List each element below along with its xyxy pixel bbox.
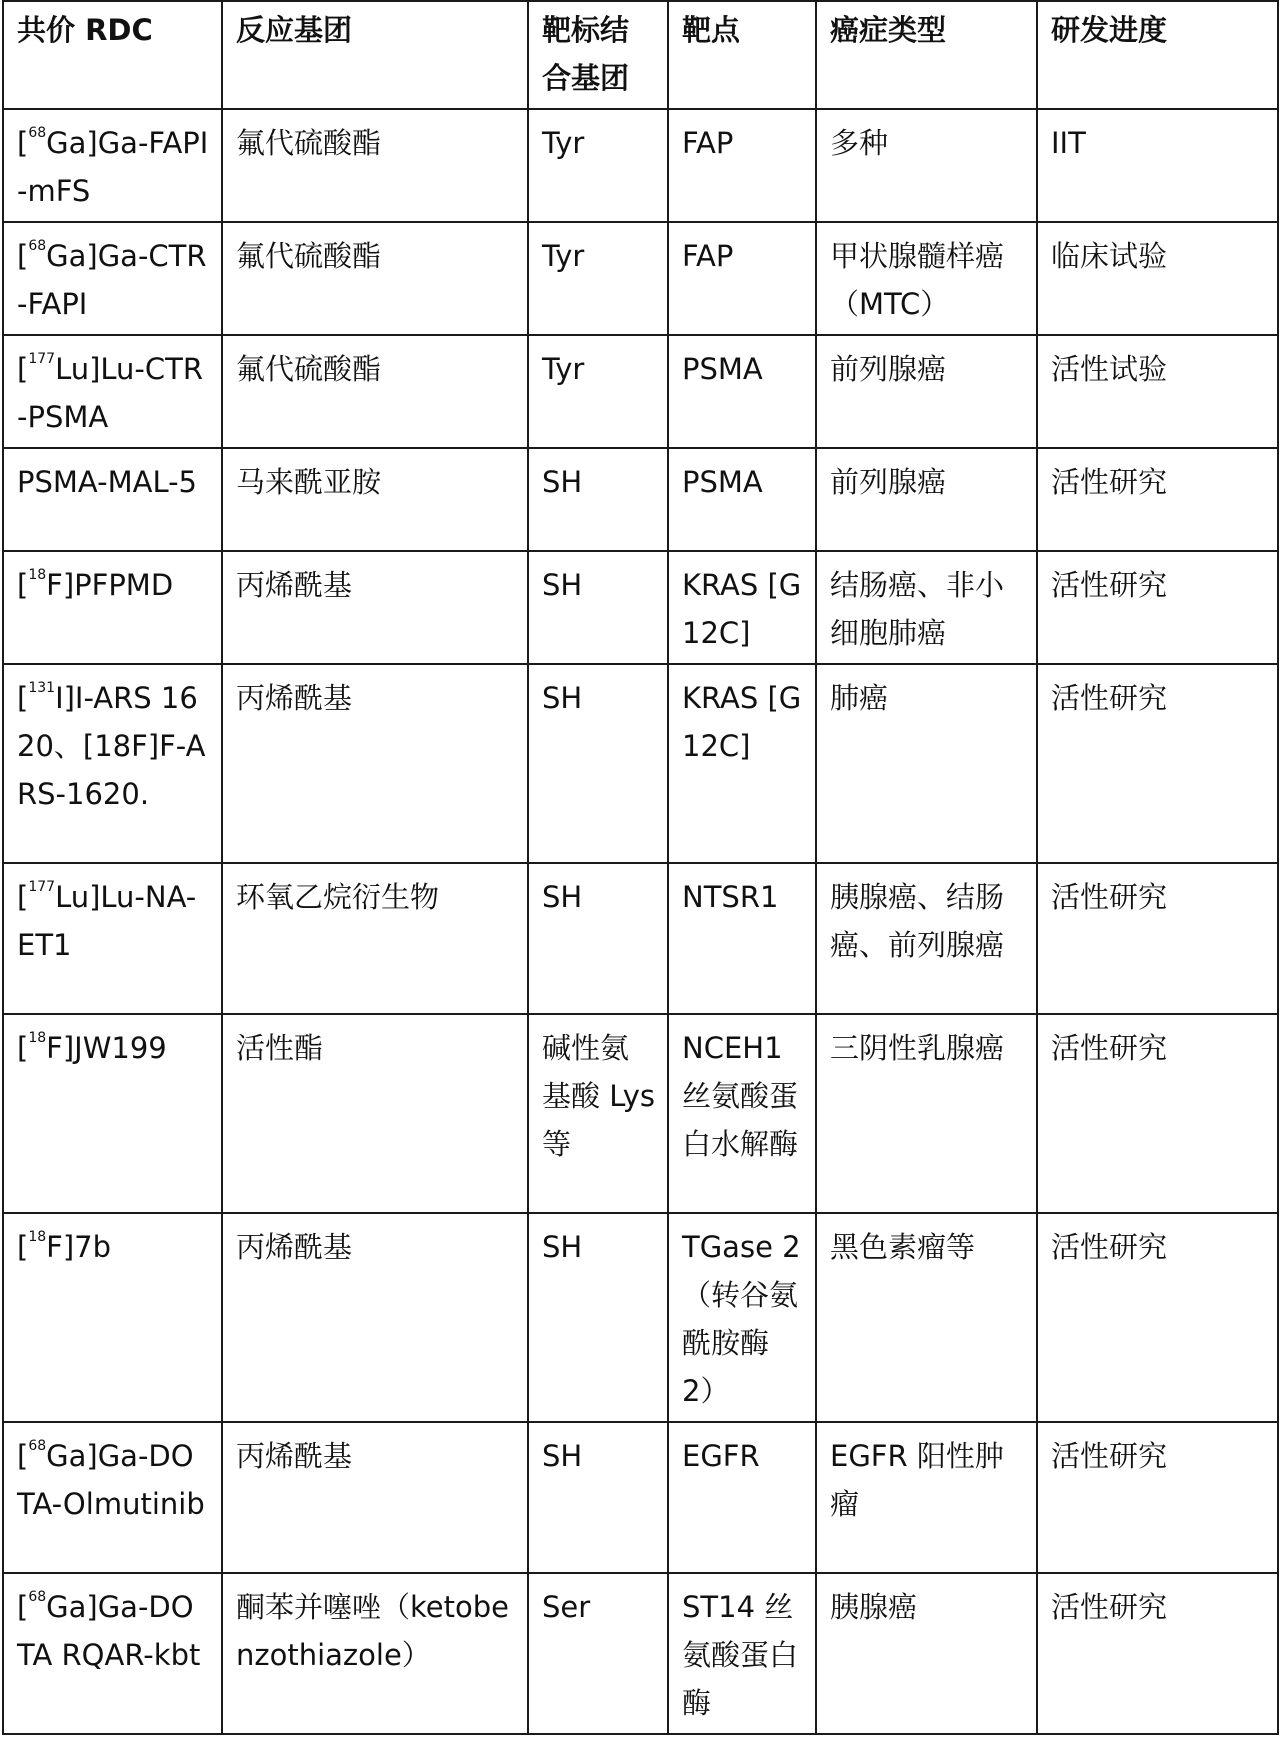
rdc-isotope-mass: 68	[28, 1438, 47, 1454]
cell-reactive-group: 氟代硫酸酯	[222, 109, 528, 222]
table-row	[3, 1422, 1278, 1573]
rdc-prefix: [	[17, 1230, 29, 1264]
cell-target: PSMA	[668, 335, 816, 448]
cell-cancer-type: 结肠癌、非小细胞肺癌	[816, 551, 1037, 664]
cell-stage: 临床试验	[1037, 222, 1278, 335]
cell-stage: 活性研究	[1037, 1213, 1278, 1422]
cell-binding-group: SH	[528, 551, 668, 664]
cell-binding-group: SH	[528, 1213, 668, 1422]
rdc-prefix: [	[17, 239, 29, 273]
table-body	[3, 109, 1278, 1734]
cell-target: EGFR	[668, 1422, 816, 1573]
table-row	[3, 1014, 1278, 1213]
cell-binding-group: SH	[528, 1422, 668, 1573]
table-row	[3, 664, 1278, 863]
cell-stage: 活性试验	[1037, 335, 1278, 448]
cell-target: FAP	[668, 222, 816, 335]
rdc-prefix: [	[17, 681, 29, 715]
rdc-isotope-mass: 68	[28, 238, 47, 254]
rdc-isotope-mass: 131	[28, 680, 56, 696]
cell-cancer-type: 多种	[816, 109, 1037, 222]
cell-stage: 活性研究	[1037, 551, 1278, 664]
cell-reactive-group: 活性酯	[222, 1014, 528, 1213]
cell-rdc	[3, 1422, 222, 1573]
rdc-isotope-mass: 68	[28, 1589, 47, 1605]
rdc-isotope-mass: 18	[28, 567, 47, 583]
header-binding-group: 靶标结合基团	[528, 1, 668, 109]
table-row	[3, 222, 1278, 335]
rdc-prefix: [	[17, 568, 29, 602]
cell-target: TGase 2（转谷氨酰胺酶 2）	[668, 1213, 816, 1422]
table-row	[3, 1213, 1278, 1422]
cell-target: ST14 丝氨酸蛋白酶	[668, 1573, 816, 1734]
cell-rdc	[3, 222, 222, 335]
cell-binding-group: Tyr	[528, 109, 668, 222]
rdc-prefix: [	[17, 880, 29, 914]
table-row	[3, 335, 1278, 448]
rdc-name: Ga]Ga-DOTA-Olmutinib	[17, 1439, 205, 1521]
cell-binding-group: Ser	[528, 1573, 668, 1734]
rdc-name: F]PFPMD	[46, 568, 174, 602]
rdc-prefix: [	[17, 126, 29, 160]
cell-binding-group: SH	[528, 664, 668, 863]
cell-reactive-group: 马来酰亚胺	[222, 448, 528, 551]
cell-cancer-type: 前列腺癌	[816, 448, 1037, 551]
cell-target: KRAS [G12C]	[668, 664, 816, 863]
table-row	[3, 448, 1278, 551]
cell-cancer-type: 黑色素瘤等	[816, 1213, 1037, 1422]
cell-binding-group: 碱性氨基酸 Lys 等	[528, 1014, 668, 1213]
rdc-name: Lu]Lu-CTR-PSMA	[17, 352, 204, 434]
cell-cancer-type: 肺癌	[816, 664, 1037, 863]
cell-reactive-group: 氟代硫酸酯	[222, 222, 528, 335]
cell-rdc	[3, 863, 222, 1014]
rdc-name: F]7b	[46, 1230, 112, 1264]
rdc-prefix: [	[17, 352, 29, 386]
header-target: 靶点	[668, 1, 816, 109]
header-stage: 研发进度	[1037, 1, 1278, 109]
rdc-prefix: [	[17, 1031, 29, 1065]
header-reactive-group: 反应基团	[222, 1, 528, 109]
cell-rdc	[3, 1014, 222, 1213]
cell-binding-group: SH	[528, 863, 668, 1014]
cell-cancer-type: 前列腺癌	[816, 335, 1037, 448]
table-row	[3, 109, 1278, 222]
cell-rdc	[3, 551, 222, 664]
rdc-prefix: [	[17, 1439, 29, 1473]
rdc-isotope-mass: 18	[28, 1030, 47, 1046]
cell-cancer-type: 胰腺癌、结肠癌、前列腺癌	[816, 863, 1037, 1014]
rdc-isotope-mass: 18	[28, 1229, 47, 1245]
cell-stage: 活性研究	[1037, 664, 1278, 863]
cell-stage: 活性研究	[1037, 1573, 1278, 1734]
rdc-table	[2, 0, 1279, 1735]
rdc-prefix: PSMA-MAL-5	[17, 465, 198, 499]
cell-rdc	[3, 335, 222, 448]
table-row	[3, 1573, 1278, 1734]
cell-rdc	[3, 664, 222, 863]
cell-binding-group: Tyr	[528, 222, 668, 335]
rdc-name: I]I-ARS 1620、[18F]F-ARS-1620.	[17, 681, 206, 811]
cell-reactive-group: 环氧乙烷衍生物	[222, 863, 528, 1014]
cell-cancer-type: 胰腺癌	[816, 1573, 1037, 1734]
cell-reactive-group: 丙烯酰基	[222, 1422, 528, 1573]
cell-rdc	[3, 1573, 222, 1734]
cell-stage: 活性研究	[1037, 1014, 1278, 1213]
rdc-name: Ga]Ga-FAPI-mFS	[17, 126, 209, 208]
rdc-name: Ga]Ga-CTR-FAPI	[17, 239, 207, 321]
cell-reactive-group: 氟代硫酸酯	[222, 335, 528, 448]
cell-target: NTSR1	[668, 863, 816, 1014]
cell-stage: 活性研究	[1037, 863, 1278, 1014]
rdc-isotope-mass: 177	[28, 879, 56, 895]
rdc-name: Ga]Ga-DOTA RQAR-kbt	[17, 1590, 201, 1672]
cell-stage: 活性研究	[1037, 1422, 1278, 1573]
rdc-prefix: [	[17, 1590, 29, 1624]
cell-target: PSMA	[668, 448, 816, 551]
table-header-row	[3, 1, 1278, 109]
rdc-isotope-mass: 68	[28, 125, 47, 141]
cell-cancer-type: EGFR 阳性肿瘤	[816, 1422, 1037, 1573]
cell-reactive-group: 丙烯酰基	[222, 664, 528, 863]
cell-cancer-type: 甲状腺髓样癌（MTC）	[816, 222, 1037, 335]
table-row	[3, 551, 1278, 664]
rdc-name: F]JW199	[46, 1031, 167, 1065]
cell-reactive-group: 酮苯并噻唑（ketobenzothiazole）	[222, 1573, 528, 1734]
cell-reactive-group: 丙烯酰基	[222, 1213, 528, 1422]
cell-rdc	[3, 109, 222, 222]
table-row	[3, 863, 1278, 1014]
rdc-isotope-mass: 177	[28, 351, 56, 367]
cell-stage: 活性研究	[1037, 448, 1278, 551]
cell-rdc	[3, 448, 222, 551]
cell-stage: IIT	[1037, 109, 1278, 222]
rdc-name: Lu]Lu-NA-ET1	[17, 880, 197, 962]
header-rdc: 共价 RDC	[3, 1, 222, 109]
header-cancer-type: 癌症类型	[816, 1, 1037, 109]
cell-target: NCEH1 丝氨酸蛋白水解酶	[668, 1014, 816, 1213]
cell-rdc	[3, 1213, 222, 1422]
cell-reactive-group: 丙烯酰基	[222, 551, 528, 664]
cell-binding-group: Tyr	[528, 335, 668, 448]
cell-target: FAP	[668, 109, 816, 222]
cell-cancer-type: 三阴性乳腺癌	[816, 1014, 1037, 1213]
cell-target: KRAS [G12C]	[668, 551, 816, 664]
cell-binding-group: SH	[528, 448, 668, 551]
